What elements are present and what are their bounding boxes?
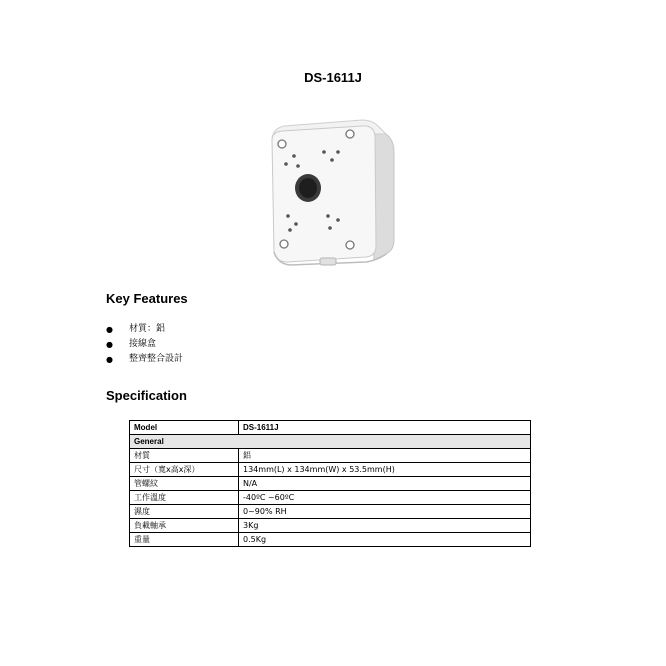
table-section-row — [130, 435, 531, 449]
table-row — [130, 505, 531, 519]
table-cell-value: DS-1611J — [239, 421, 531, 435]
key-features-list — [106, 322, 183, 367]
table-cell-value: -40ºC ~60ºC — [239, 491, 531, 505]
specification-heading: Specification — [106, 388, 187, 403]
table-cell-value: 鋁 — [239, 449, 531, 463]
bullet-icon: ● — [106, 325, 113, 334]
table-row — [130, 463, 531, 477]
table-row — [130, 477, 531, 491]
table-row — [130, 491, 531, 505]
table-cell-value: 3Kg — [239, 519, 531, 533]
feature-text: 整齊整合設計 — [129, 354, 184, 364]
feature-text: 接線盒 — [129, 339, 157, 349]
table-cell-label: 工作溫度 — [130, 491, 239, 505]
table-row — [130, 533, 531, 547]
table-cell-label: 管螺紋 — [130, 477, 239, 491]
table-row — [130, 519, 531, 533]
list-item — [106, 322, 183, 337]
product-image — [258, 112, 408, 272]
list-item — [106, 352, 183, 367]
table-cell-label: 負載軸承 — [130, 519, 239, 533]
bullet-icon: ● — [106, 340, 113, 349]
table-cell-label: 尺寸（寬x高x深） — [130, 463, 239, 477]
table-cell-label: 濕度 — [130, 505, 239, 519]
table-cell-value: N/A — [239, 477, 531, 491]
table-header-row — [130, 421, 531, 435]
table-cell-label: 材質 — [130, 449, 239, 463]
specification-table — [129, 420, 531, 547]
table-cell-value: 0~90% RH — [239, 505, 531, 519]
table-cell-value: 134mm(L) x 134mm(W) x 53.5mm(H) — [239, 463, 531, 477]
table-row — [130, 449, 531, 463]
feature-text: 材質：鋁 — [129, 324, 166, 334]
page-title: DS-1611J — [304, 70, 362, 85]
table-cell-value: 0.5Kg — [239, 533, 531, 547]
bullet-icon: ● — [106, 355, 113, 364]
key-features-heading: Key Features — [106, 291, 188, 306]
list-item — [106, 337, 183, 352]
section-label: General — [130, 435, 531, 449]
table-cell-label: 重量 — [130, 533, 239, 547]
table-cell-label: Model — [130, 421, 239, 435]
junction-box-illustration — [258, 112, 408, 272]
